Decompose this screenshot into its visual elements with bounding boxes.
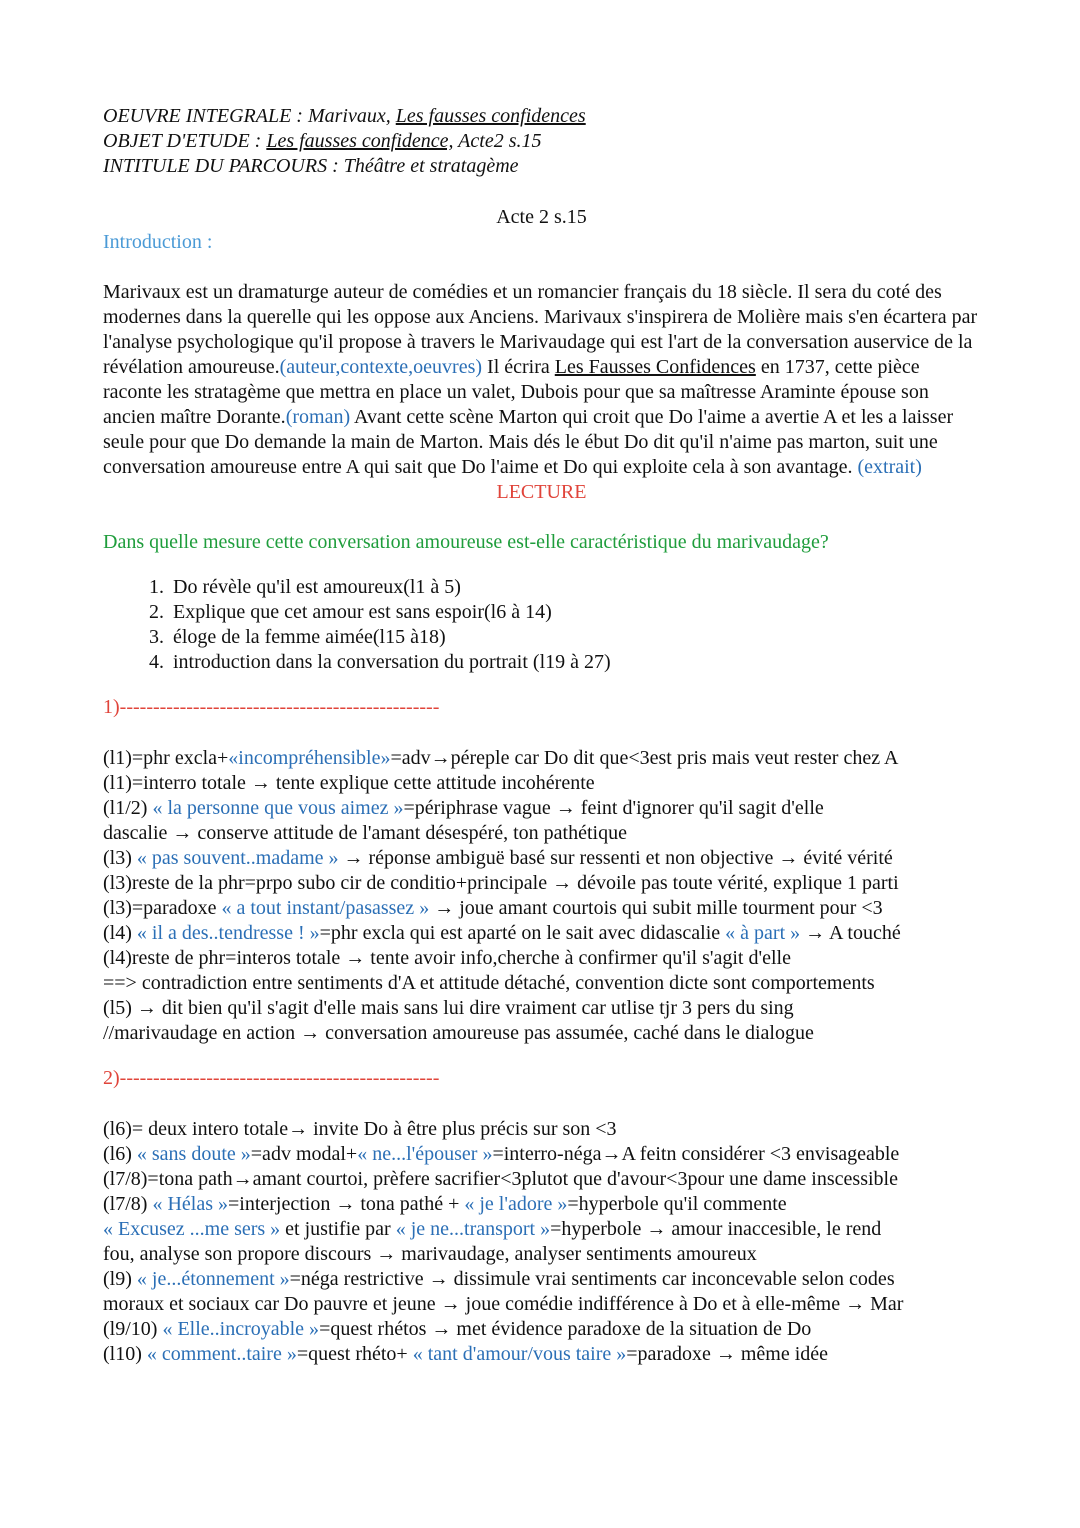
quoted-text: « à part » [725, 922, 801, 944]
quoted-text: « il a des..tendresse ! » [136, 922, 320, 944]
analysis-line: ==> contradiction entre sentiments d'A et attitude détaché, convention dicte sont comportements [103, 972, 875, 994]
analysis-line: (l9) « je...étonnement »=néga restrictive → dissimule vrai sentiments car inconcevable selon codes [103, 1268, 895, 1290]
plan-item: 2. Explique que cet amour est sans espoir(l6 à 14) [169, 600, 980, 625]
intro-paragraph: Marivaux est un dramaturge auteur de comédies et un romancier français du 18 siècle. Il sera du coté des modernes dans la querelle qui les oppose aux Anciens. Marivaux s'inspirera de Molière mais s'en écartera par l'analyse psychologique qu'il propose à travers le Marivaudage qui est l'art de la conversation auservice de la révélation amoureuse.(auteur,contexte,oeuvres) Il écrira Les Fausses Confidences en 1737, cette pièce raconte les stratagème que mettra en place un valet, Dubois pour que sa maîtresse Araminte épouse son ancien maître Dorante.(roman) Avant cette scène Marton qui croit que Do l'aime a avertie A et les a laisser seule pour que Do demande la main de Marton. Mais dés le ébut Do dit qu'il n'aime pas marton, suit une conversation amoureuse entre A qui sait que Do l'aime et Do qui exploite cela à son avantage. (extrait) [103, 281, 978, 478]
header-parcours: INTITULE DU PARCOURS : Théâtre et stratagème [103, 155, 519, 177]
header-oeuvre: OEUVRE INTEGRALE : Marivaux, Les fausses confidences [103, 105, 586, 127]
section-1-separator: 1)------------------------------------------------ [103, 696, 440, 718]
analysis-line: (l3)=paradoxe « a tout instant/pasassez » → joue amant courtois qui subit mille tourment pour <3 [103, 897, 883, 919]
quoted-text: « Hélas » [152, 1193, 228, 1215]
section-2-separator: 2)------------------------------------------------ [103, 1067, 440, 1089]
analysis-line: (l10) « comment..taire »=quest rhéto+ « tant d'amour/vous taire »=paradoxe → même idée [103, 1343, 829, 1365]
analysis-line: « Excusez ...me sers » et justifie par « je ne...transport »=hyperbole → amour inaccesible, le rend [103, 1218, 882, 1240]
analysis-line: (l1/2) « la personne que vous aimez »=périphrase vague → feint d'ignorer qu'il sagit d'elle [103, 797, 824, 819]
analysis-line: fou, analyse son propore discours → marivaudage, analyser sentiments amoureux [103, 1243, 757, 1265]
analysis-line: (l7/8)=tona path→amant courtoi, prèfere sacrifier<3plutot que d'avour<3pour une dame inscessible [103, 1168, 898, 1190]
analysis-line: (l6) « sans doute »=adv modal+« ne...l'épouser »=interro-néga→A feitn considérer <3 envisageable [103, 1143, 900, 1165]
intro-note-auteur: (auteur,contexte,oeuvres) [279, 356, 483, 378]
header-objet: OBJET D'ETUDE : Les fausses confidence, Acte2 s.15 [103, 130, 542, 152]
intro-heading: Introduction : [103, 231, 213, 253]
header-objet-title: Les fausses confidence, [266, 130, 454, 152]
document-header [103, 104, 980, 179]
quoted-text: « tant d'amour/vous taire » [412, 1343, 627, 1365]
problematique-question: Dans quelle mesure cette conversation amoureuse est-elle caractéristique du marivaudage? [103, 531, 829, 553]
analysis-line: (l4)reste de phr=interos totale → tente avoir info,cherche à confirmer qu'il s'agit d'elle [103, 947, 791, 969]
plan-item: 1. Do révèle qu'il est amoureux(l1 à 5) [169, 575, 980, 600]
analysis-line: (l4) « il a des..tendresse ! »=phr excla qui est aparté on le sait avec didascalie « à part » → A touché [103, 922, 901, 944]
quoted-text: « je...étonnement » [136, 1268, 290, 1290]
header-oeuvre-title: Les fausses confidences [395, 105, 586, 127]
analysis-line: (l3)reste de la phr=prpo subo cir de conditio+principale → dévoile pas toute vérité, explique 1 parti [103, 872, 899, 894]
plan-list [103, 575, 980, 675]
quoted-text: « Elle..incroyable » [162, 1318, 320, 1340]
analysis-line: (l3) « pas souvent..madame » → réponse ambiguë basé sur ressenti et non objective → évité vérité [103, 847, 893, 869]
quoted-text: « a tout instant/pasassez » [221, 897, 430, 919]
lecture-label: LECTURE [496, 481, 587, 503]
section-2-notes [103, 1117, 980, 1367]
intro-note-roman: (roman) [285, 406, 351, 428]
quoted-text: « je ne...transport » [395, 1218, 551, 1240]
analysis-line: (l9/10) « Elle..incroyable »=quest rhétos → met évidence paradoxe de la situation de Do [103, 1318, 812, 1340]
quoted-text: «incompréhensible» [228, 747, 391, 769]
analysis-line: moraux et sociaux car Do pauvre et jeune → joue comédie indifférence à Do et à elle-même → Mar [103, 1293, 904, 1315]
quoted-text: « Excusez ...me sers » [103, 1218, 281, 1240]
analysis-line: //marivaudage en action → conversation amoureuse pas assumée, caché dans le dialogue [103, 1022, 814, 1044]
quoted-text: « ne...l'épouser » [357, 1143, 493, 1165]
analysis-line: (l5) → dit bien qu'il s'agit d'elle mais sans lui dire vraiment car utlise tjr 3 pers du sing [103, 997, 794, 1019]
quoted-text: « pas souvent..madame » [136, 847, 339, 869]
plan-item: 4. introduction dans la conversation du portrait (l19 à 27) [169, 650, 980, 675]
analysis-line: (l1)=interro totale → tente explique cette attitude incohérente [103, 772, 595, 794]
plan-item: 3. éloge de la femme aimée(l15 à18) [169, 625, 980, 650]
analysis-line: (l7/8) « Hélas »=interjection → tona pathé + « je l'adore »=hyperbole qu'il commente [103, 1193, 787, 1215]
intro-work-title: Les Fausses Confidences [554, 356, 756, 378]
analysis-line: (l6)= deux intero totale→ invite Do à être plus précis sur son <3 [103, 1118, 617, 1140]
analysis-line: (l1)=phr excla+«incompréhensible»=adv→péreple car Do dit que<3est pris mais veut rester chez A [103, 747, 899, 769]
section-1-notes [103, 746, 980, 1046]
quoted-text: « la personne que vous aimez » [152, 797, 404, 819]
quoted-text: « sans doute » [136, 1143, 251, 1165]
intro-note-extrait: (extrait) [857, 456, 922, 478]
quoted-text: « je l'adore » [464, 1193, 568, 1215]
acte-title: Acte 2 s.15 [496, 206, 587, 228]
quoted-text: « comment..taire » [146, 1343, 297, 1365]
analysis-line: dascalie → conserve attitude de l'amant désespéré, ton pathétique [103, 822, 627, 844]
